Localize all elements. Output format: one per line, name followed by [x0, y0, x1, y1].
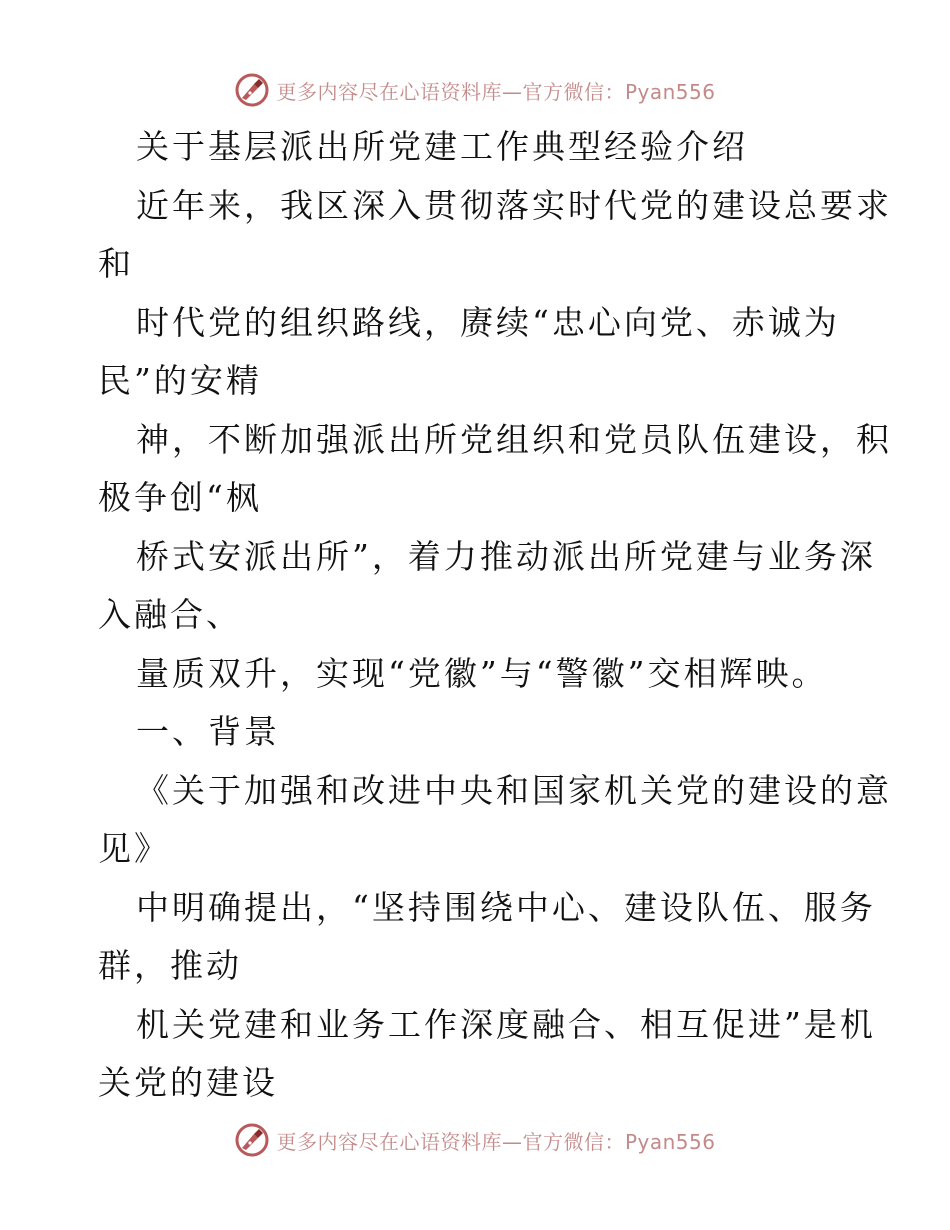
paragraph-line: 时代党的组织路线，赓续“忠心向党、赤诚为 [136, 302, 840, 342]
paragraph-line: 见》 [98, 829, 170, 868]
paragraph-line: 量质双升，实现“党徽”与“警徽”交相辉映。 [136, 653, 828, 693]
paragraph-line: 关党的建设 [98, 1063, 278, 1102]
paragraph-line: 民”的安精 [98, 361, 262, 400]
paragraph-line: 群，推动 [98, 946, 242, 985]
pen-nib-logo-icon [234, 72, 270, 108]
section-heading: 一、背景 [136, 712, 280, 751]
watermark-text: 更多内容尽在心语资料库—官方微信：Pyan556 [276, 79, 716, 104]
footer-watermark [0, 1120, 950, 1160]
paragraph-line: 和 [98, 244, 134, 283]
paragraph-line: 极争创“枫 [98, 478, 262, 517]
paragraph-line: 入融合、 [98, 595, 242, 634]
watermark-text: 更多内容尽在心语资料库—官方微信：Pyan556 [276, 1129, 716, 1154]
pen-nib-logo-icon [234, 1122, 270, 1158]
paragraph-line: 神，不断加强派出所党组织和党员队伍建设，积 [136, 419, 892, 459]
header-watermark [0, 70, 950, 110]
document-body [98, 118, 892, 1113]
paragraph-line: 机关党建和业务工作深度融合、相互促进”是机 [136, 1004, 876, 1044]
paragraph-line: 中明确提出，“坚持围绕中心、建设队伍、服务 [136, 887, 876, 927]
paragraph-line: 近年来，我区深入贯彻落实时代党的建设总要求 [136, 185, 892, 225]
document-title: 关于基层派出所党建工作典型经验介绍 [136, 127, 748, 166]
paragraph-line: 《关于加强和改进中央和国家机关党的建设的意 [136, 770, 892, 810]
paragraph-line: 桥式安派出所”，着力推动派出所党建与业务深 [136, 536, 876, 576]
